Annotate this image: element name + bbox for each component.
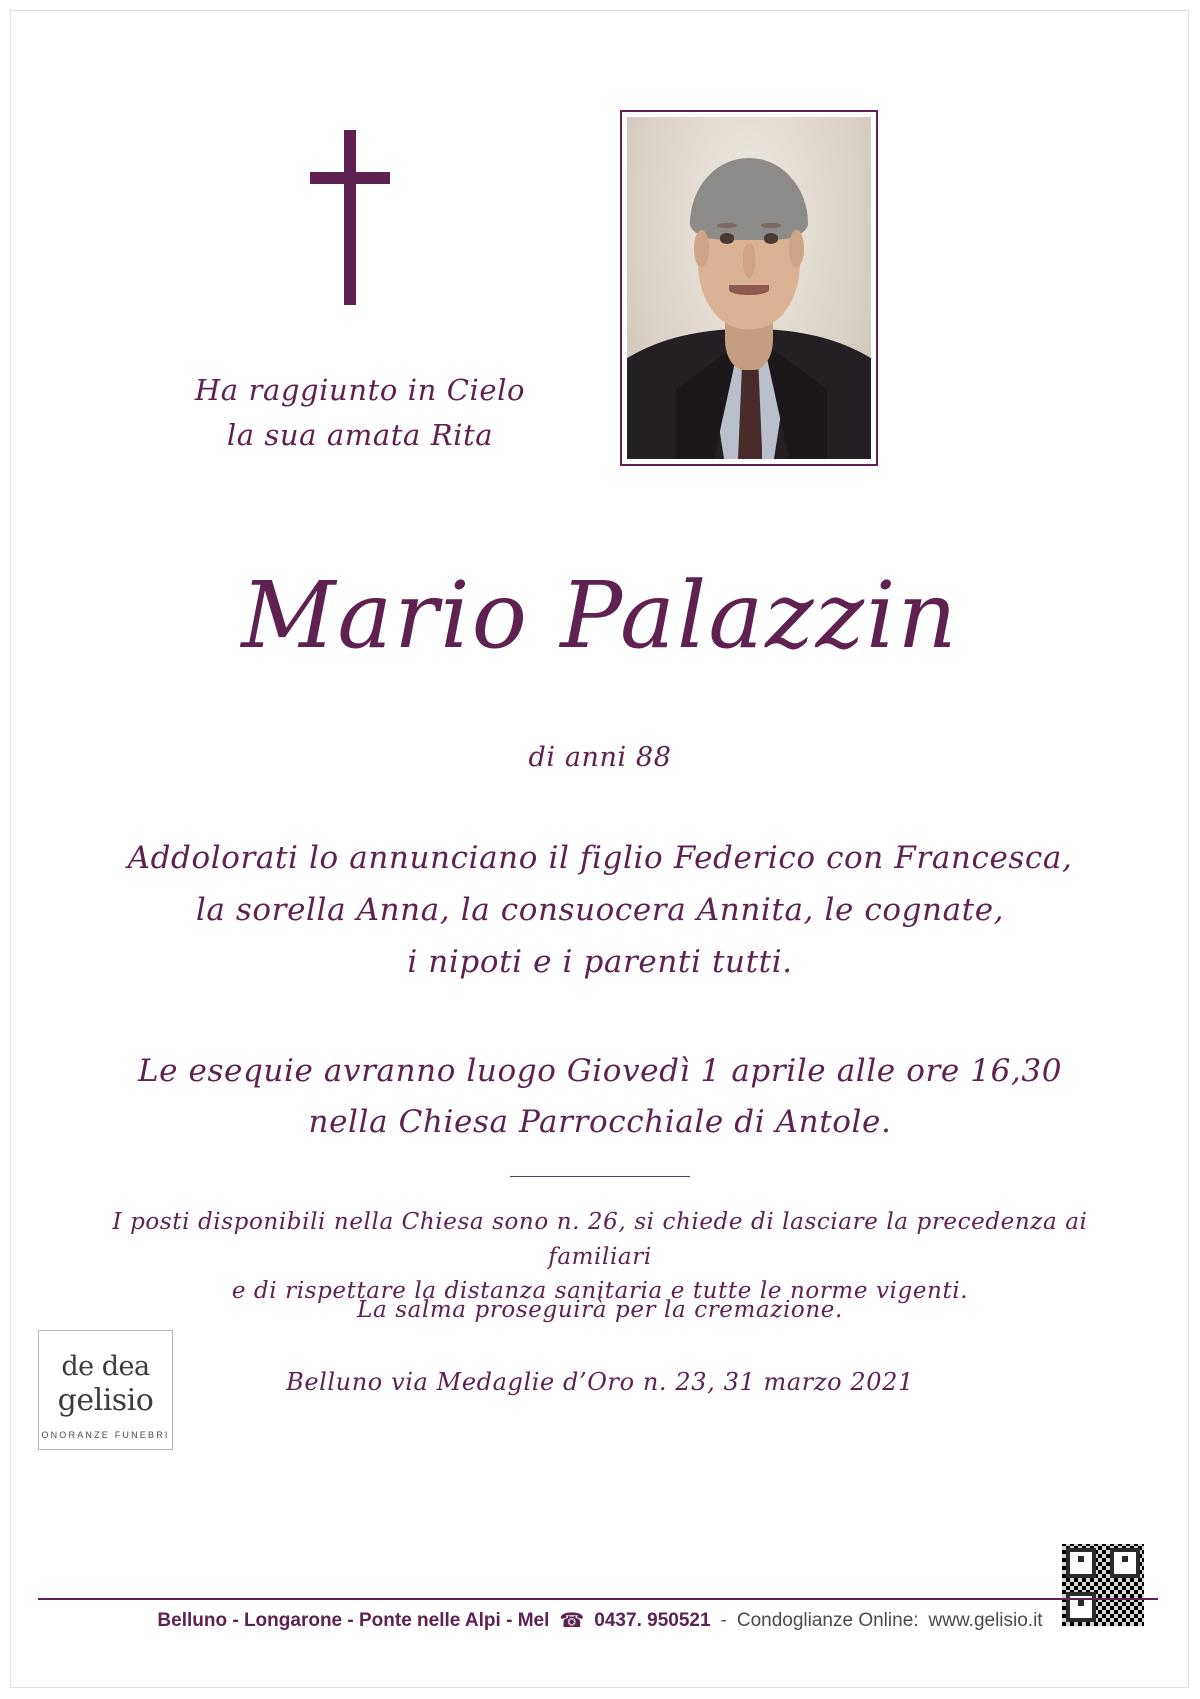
portrait-ear-left — [694, 230, 709, 268]
deceased-name: Mario Palazzin — [241, 562, 959, 669]
announcement-line-1: Addolorati lo annunciano il figlio Federico con Francesca, — [127, 840, 1073, 876]
footer-website-link[interactable]: www.gelisio.it — [928, 1609, 1043, 1631]
phone-icon: ☎ — [559, 1610, 585, 1632]
cremation-note: La salma proseguirà per la cremazione. — [357, 1297, 843, 1323]
announcement-line-3: i nipoti e i parenti tutti. — [407, 944, 793, 981]
logo-line-2: gelisio — [57, 1383, 154, 1418]
funeral-details — [110, 1046, 1090, 1149]
cross-icon — [300, 130, 400, 310]
qr-corner-top-right — [1110, 1548, 1140, 1578]
age-text: di anni 88 — [528, 742, 672, 773]
logo-line-1: de dea — [61, 1351, 150, 1382]
cross-horizontal-bar — [310, 172, 390, 184]
footer-phone-number[interactable]: 0437. 950521 — [594, 1609, 711, 1631]
intro-line-2: la sua amata Rita — [226, 417, 494, 452]
covid-notice — [80, 1205, 1120, 1309]
cross-vertical-bar — [344, 130, 356, 305]
logo-tagline: ONORANZE FUNEBRI — [41, 1430, 170, 1440]
portrait-eye-right — [764, 233, 779, 243]
covid-notice-line-2: e di rispettare la distanza sanitaria e tutte le norme vigenti. — [231, 1278, 969, 1304]
funeral-line-2: nella Chiesa Parrocchiale di Antole. — [308, 1104, 892, 1141]
footer-condolences-label: Condoglianze Online: — [736, 1609, 919, 1631]
portrait-ear-right — [789, 230, 804, 268]
portrait-nose — [743, 244, 755, 278]
portrait-photo-frame — [620, 110, 878, 466]
funeral-home-logo — [38, 1330, 173, 1450]
footer-towns: Belluno - Longarone - Ponte nelle Alpi - Mel — [157, 1609, 550, 1631]
covid-notice-line-1: I posti disponibili nella Chiesa sono n. 26, si chiede di lasciare la precedenza ai familiari — [112, 1209, 1088, 1270]
portrait-photo — [627, 117, 871, 459]
footer-separator: - — [720, 1609, 727, 1631]
announcement-line-2: la sorella Anna, la consuocera Annita, le cognate, — [195, 892, 1005, 929]
qr-corner-top-left — [1066, 1548, 1096, 1578]
place-and-date: Belluno via Medaglie d’Oro n. 23, 31 marzo 2021 — [286, 1368, 914, 1396]
section-divider — [510, 1176, 690, 1177]
intro-text — [130, 368, 590, 458]
footer-divider — [38, 1598, 1158, 1600]
portrait-eye-left — [720, 233, 735, 243]
announcement-text — [110, 832, 1090, 988]
intro-line-1: Ha raggiunto in Cielo — [194, 373, 526, 407]
portrait-mouth — [729, 285, 768, 295]
footer-bar — [38, 1608, 1162, 1633]
funeral-line-1: Le esequie avranno luogo Giovedì 1 aprile alle ore 16,30 — [137, 1053, 1063, 1089]
